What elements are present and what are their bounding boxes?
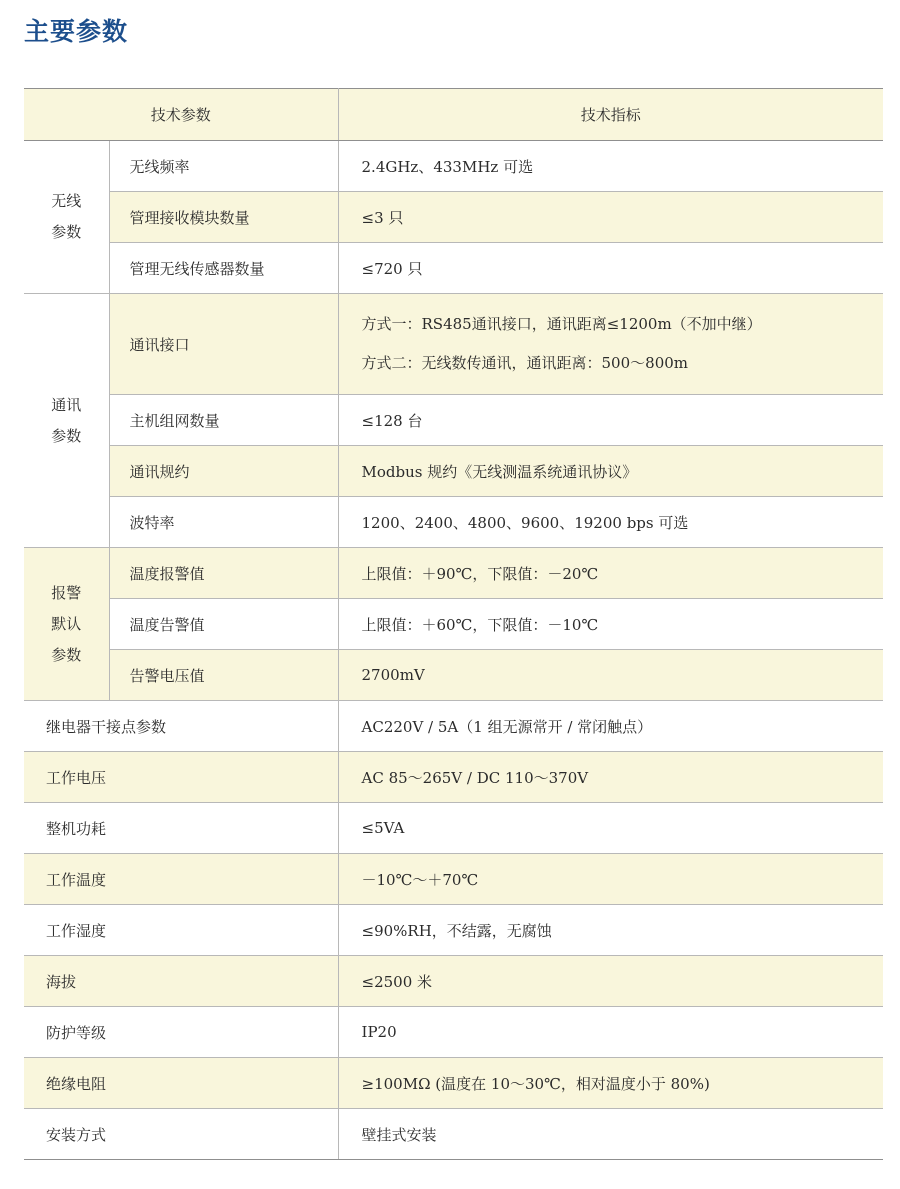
- row-value: ≤2500 米: [338, 956, 883, 1007]
- row-value: 上限值：＋60℃，下限值：－10℃: [338, 599, 883, 650]
- table-row: [24, 752, 883, 803]
- table-row: [24, 956, 883, 1007]
- header-param: 技术参数: [24, 89, 338, 141]
- row-label: 整机功耗: [24, 803, 338, 854]
- row-label: 主机组网数量: [109, 395, 338, 446]
- table-row: [24, 192, 883, 243]
- row-value: ≤90%RH，不结露，无腐蚀: [338, 905, 883, 956]
- group-comm: 通讯 参数: [24, 294, 109, 548]
- row-label: 管理接收模块数量: [109, 192, 338, 243]
- row-label: 工作温度: [24, 854, 338, 905]
- table-row: [24, 446, 883, 497]
- row-label: 波特率: [109, 497, 338, 548]
- row-label: 无线频率: [109, 141, 338, 192]
- row-label: 安装方式: [24, 1109, 338, 1160]
- row-value: ≤5VA: [338, 803, 883, 854]
- row-value: 壁挂式安装: [338, 1109, 883, 1160]
- row-value: Modbus 规约《无线测温系统通讯协议》: [338, 446, 883, 497]
- table-row: [24, 141, 883, 192]
- row-label: 工作湿度: [24, 905, 338, 956]
- row-value: －10℃～＋70℃: [338, 854, 883, 905]
- row-value: IP20: [338, 1007, 883, 1058]
- table-row: [24, 599, 883, 650]
- table-row: [24, 395, 883, 446]
- table-row: [24, 548, 883, 599]
- row-label: 管理无线传感器数量: [109, 243, 338, 294]
- row-value: 1200、2400、4800、9600、19200 bps 可选: [338, 497, 883, 548]
- group-alarm: 报警 默认 参数: [24, 548, 109, 701]
- row-value: 2.4GHz、433MHz 可选: [338, 141, 883, 192]
- table-row: [24, 294, 883, 395]
- row-label: 继电器干接点参数: [24, 701, 338, 752]
- table-row: [24, 650, 883, 701]
- table-row: [24, 497, 883, 548]
- row-label: 温度告警值: [109, 599, 338, 650]
- row-label: 告警电压值: [109, 650, 338, 701]
- table-row: [24, 1058, 883, 1109]
- row-value: ≤128 台: [338, 395, 883, 446]
- table-row: [24, 701, 883, 752]
- page-title: 主要参数: [24, 17, 129, 46]
- table-header-row: [24, 89, 883, 141]
- row-label: 通讯接口: [109, 294, 338, 395]
- row-label: 温度报警值: [109, 548, 338, 599]
- group-wireless: 无线 参数: [24, 141, 109, 294]
- row-value: 方式一：RS485通讯接口，通讯距离≤1200m（不加中继） 方式二：无线数传通讯，通讯距离：500～800m: [338, 294, 883, 395]
- table-row: [24, 854, 883, 905]
- spec-table: [24, 88, 883, 1160]
- row-value: AC220V / 5A（1 组无源常开 / 常闭触点）: [338, 701, 883, 752]
- row-label: 海拔: [24, 956, 338, 1007]
- row-value: ≥100MΩ (温度在 10～30℃，相对温度小于 80%): [338, 1058, 883, 1109]
- row-label: 工作电压: [24, 752, 338, 803]
- table-row: [24, 1007, 883, 1058]
- table-row: [24, 803, 883, 854]
- row-value: ≤3 只: [338, 192, 883, 243]
- row-value: 上限值：＋90℃，下限值：－20℃: [338, 548, 883, 599]
- row-value: 2700mV: [338, 650, 883, 701]
- table-row: [24, 243, 883, 294]
- table-row: [24, 905, 883, 956]
- header-spec: 技术指标: [338, 89, 883, 141]
- row-label: 防护等级: [24, 1007, 338, 1058]
- row-label: 通讯规约: [109, 446, 338, 497]
- table-row: [24, 1109, 883, 1160]
- row-value: AC 85～265V / DC 110～370V: [338, 752, 883, 803]
- row-value: ≤720 只: [338, 243, 883, 294]
- row-label: 绝缘电阻: [24, 1058, 338, 1109]
